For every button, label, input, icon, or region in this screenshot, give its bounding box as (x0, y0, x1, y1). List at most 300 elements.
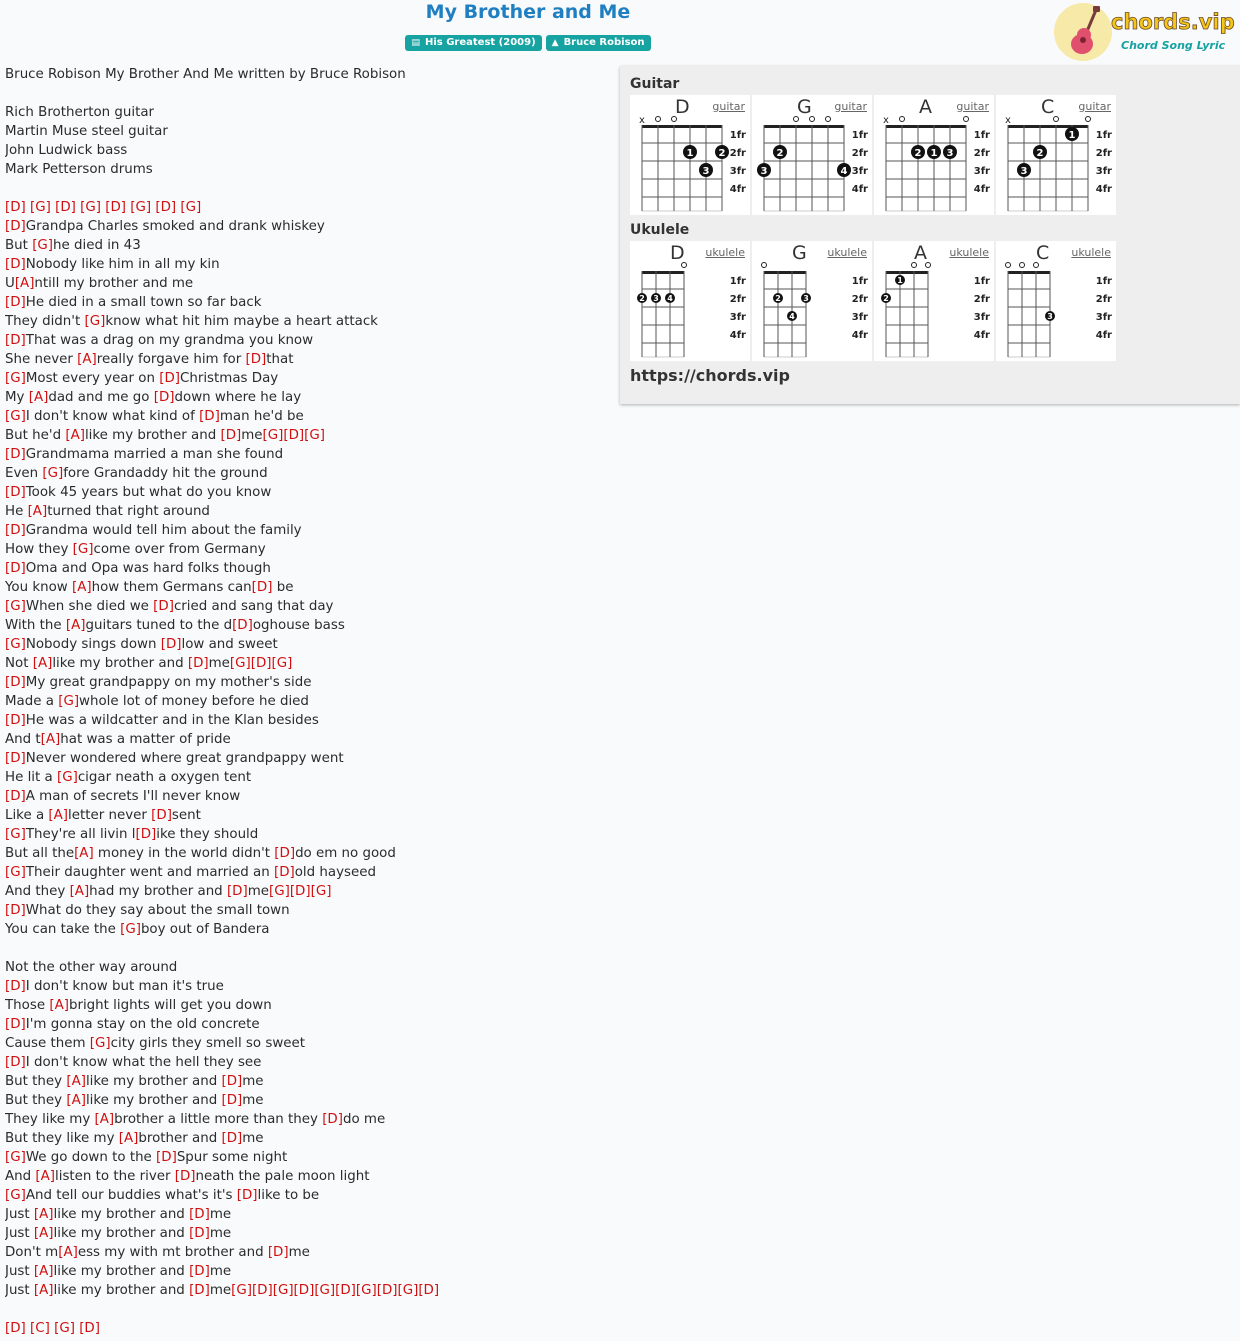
lyric-text: me (242, 1093, 264, 1108)
lyric-text: really forgave him for (96, 352, 246, 367)
lyric-line (5, 1319, 605, 1338)
chord-symbol[interactable]: [G] (397, 1283, 419, 1298)
lyric-text: Just (5, 1264, 34, 1279)
chord-symbol[interactable]: [D] (156, 1150, 177, 1165)
chord-symbol[interactable]: [G] (5, 1150, 26, 1165)
chord-symbol[interactable]: [A] (33, 1226, 54, 1241)
lyric-text: You know (5, 580, 72, 595)
svg-text:2: 2 (883, 294, 889, 303)
chord-symbol[interactable]: [A] (74, 846, 94, 861)
chord-symbol[interactable]: [D] (5, 561, 26, 576)
chord-diagram (630, 241, 750, 361)
lyric-text: letter never (68, 808, 152, 823)
chord-symbol[interactable]: [A] (28, 390, 49, 405)
lyric-line (5, 806, 605, 825)
chord-symbol[interactable]: [D] (5, 979, 26, 994)
lyric-text: What do they say about the small town (25, 903, 290, 918)
chord-symbol[interactable]: [D] (232, 618, 253, 633)
lyric-line (5, 901, 605, 920)
lyric-text: like to be (257, 1188, 320, 1203)
chord-symbol[interactable]: [G] (231, 1283, 252, 1298)
site-logo[interactable] (1053, 2, 1238, 62)
chord-symbol[interactable]: [A] (48, 808, 69, 823)
lyric-line (5, 1034, 605, 1053)
ukulele-chord-A[interactable] (874, 241, 994, 361)
fret-label: 2fr (851, 148, 868, 159)
lyric-text: Martin Muse steel guitar (5, 124, 168, 139)
chord-symbol[interactable]: [A] (33, 1264, 54, 1279)
fret-label: 1fr (973, 130, 990, 141)
chord-symbol[interactable]: [D] (151, 808, 172, 823)
lyric-text: like my brother and (84, 428, 221, 443)
chord-symbol[interactable]: [A] (66, 1093, 86, 1108)
chord-symbol[interactable]: [D] (79, 1321, 100, 1336)
chord-symbol[interactable]: [A] (69, 884, 90, 899)
lyric-text: me (209, 1264, 232, 1279)
chord-diagram (874, 241, 994, 361)
lyric-text: oghouse bass (252, 618, 345, 633)
lyric-text: boy out of Bandera (140, 922, 270, 937)
lyric-text: me (288, 1245, 310, 1260)
lyric-text: He lit a (5, 770, 57, 785)
chord-symbol[interactable]: [D] (5, 713, 26, 728)
chord-symbol[interactable]: [D] (293, 1283, 315, 1298)
chord-symbol[interactable]: [A] (66, 1074, 86, 1089)
lyric-line (5, 1053, 605, 1072)
lyric-text: We go down to the (25, 1150, 157, 1165)
fret-label: 3fr (729, 166, 746, 177)
instrument-link[interactable]: ukulele (705, 246, 745, 259)
lyric-line (5, 787, 605, 806)
finger-dot (881, 293, 891, 303)
chord-symbol[interactable]: [G] (120, 922, 141, 937)
ukulele-chord-D[interactable] (630, 241, 750, 361)
badge-label: Bruce Robison (563, 37, 645, 48)
lyric-text: My (5, 390, 29, 405)
lyric-line (5, 1091, 605, 1110)
lyric-text: Bruce Robison My Brother And Me written by Bruce Robison (5, 67, 406, 82)
lyric-line (5, 1186, 605, 1205)
lyric-line (5, 502, 605, 521)
lyric-line (5, 426, 605, 445)
lyric-line (5, 673, 605, 692)
lyric-text: And t (5, 732, 41, 747)
instrument-link[interactable]: guitar (834, 100, 867, 113)
chord-symbol[interactable]: [G] (58, 694, 80, 709)
chord-symbol[interactable]: [D] (160, 637, 182, 652)
chord-symbol[interactable]: [D] (418, 1283, 440, 1298)
lyric-text: Took 45 years but what do you know (25, 485, 272, 500)
chord-symbol[interactable]: [D] (189, 1283, 210, 1298)
chord-symbol[interactable]: [G] (89, 1036, 111, 1051)
chord-symbol[interactable]: [G] (5, 599, 26, 614)
chord-symbol[interactable]: [G] (42, 466, 64, 481)
finger-dot (715, 145, 729, 159)
chord-symbol[interactable]: [G] (272, 1283, 294, 1298)
lyric-text: Christmas Day (179, 371, 279, 386)
chord-symbol[interactable]: [D] (5, 1321, 26, 1336)
lyric-line (5, 996, 605, 1015)
chord-symbol[interactable]: [D] (155, 200, 177, 215)
lyric-text: Nobody like him in all my kin (25, 257, 220, 272)
lyric-line (5, 711, 605, 730)
chord-symbol[interactable]: [D] (199, 409, 220, 424)
chord-symbol[interactable]: [D] (273, 865, 295, 880)
chord-symbol[interactable]: [D] (5, 1017, 26, 1032)
svg-text:1: 1 (930, 148, 938, 159)
chord-symbol[interactable]: [D] (189, 1264, 210, 1279)
guitar-logo-icon (1053, 2, 1238, 62)
lyric-text: But (5, 238, 33, 253)
lyric-text: Like a (5, 808, 49, 823)
instrument-link[interactable]: ukulele (949, 246, 989, 259)
lyric-text: But they (5, 1074, 67, 1089)
lyric-text: man he'd be (219, 409, 304, 424)
finger-dot (651, 293, 661, 303)
chord-symbol[interactable]: [D] (221, 1131, 243, 1146)
svg-text:1: 1 (897, 276, 903, 285)
lyric-line (5, 863, 605, 882)
chord-symbol[interactable]: [G] (84, 314, 106, 329)
lyric-text: Oma and Opa was hard folks though (25, 561, 271, 576)
lyric-line (5, 1015, 605, 1034)
open-string-marker (656, 117, 661, 122)
svg-text:2: 2 (776, 148, 784, 159)
chord-symbol[interactable]: [D] (189, 1226, 210, 1241)
chord-symbol[interactable]: [D] (245, 352, 267, 367)
chord-symbol[interactable]: [A] (14, 276, 35, 291)
lyric-text: brother and (138, 1131, 222, 1146)
chord-symbol[interactable]: [D] (220, 428, 242, 443)
lyric-text: But he'd (5, 428, 66, 443)
chord-symbol[interactable]: [G] (180, 200, 202, 215)
lyric-text: Cause them (5, 1036, 90, 1051)
page-title: My Brother and Me (425, 1, 631, 23)
lyric-text: John Ludwick bass (5, 143, 128, 158)
chord-symbol[interactable]: [D] (335, 1283, 356, 1298)
fret-label: 4fr (851, 330, 868, 341)
lyric-text: Not the other way around (5, 960, 178, 975)
lyric-text: cigar neath a oxygen tent (77, 770, 252, 785)
lyric-text: fore Grandaddy hit the ground (63, 466, 268, 481)
finger-dot (699, 163, 713, 177)
lyric-line (5, 635, 605, 654)
finger-dot (773, 293, 783, 303)
lyric-text: like my brother and (53, 1207, 190, 1222)
chord-symbol[interactable]: [A] (94, 1112, 115, 1127)
chord-symbol[interactable]: [D] (283, 428, 305, 443)
lyric-line (5, 407, 605, 426)
chord-symbol[interactable]: [G] (32, 238, 54, 253)
lyric-text: When she died we (25, 599, 154, 614)
chord-symbol[interactable]: [G] (262, 428, 284, 443)
finger-dot (911, 145, 925, 159)
lyric-text: me (209, 1283, 232, 1298)
lyric-text: hat was a matter of pride (60, 732, 231, 747)
chord-symbol[interactable]: [G] (5, 827, 26, 842)
chord-symbol[interactable]: [D] (5, 751, 26, 766)
lyric-line (5, 369, 605, 388)
lyric-text: had my brother and (89, 884, 227, 899)
finger-dot (801, 293, 811, 303)
lyric-line (5, 141, 605, 160)
badge-1[interactable] (546, 35, 651, 51)
chord-symbol[interactable]: [D] (5, 523, 26, 538)
fret-label: 2fr (973, 148, 990, 159)
chord-symbol[interactable]: [D] (274, 846, 296, 861)
instrument-link[interactable]: ukulele (1071, 246, 1111, 259)
lyric-text: do em no good (295, 846, 396, 861)
chord-symbol[interactable]: [D] (250, 656, 272, 671)
chord-symbol[interactable]: [D] (55, 200, 76, 215)
svg-text:4: 4 (840, 166, 848, 177)
open-string-marker (1086, 117, 1091, 122)
chord-symbol[interactable]: [D] (153, 390, 175, 405)
lyric-text: They're all livin l (25, 827, 136, 842)
chord-symbol[interactable]: [D] (251, 580, 273, 595)
chord-symbol[interactable]: [D] (5, 1055, 26, 1070)
chord-symbol[interactable]: [G] (5, 409, 26, 424)
chord-symbol[interactable]: [D] (251, 1283, 273, 1298)
chord-symbol[interactable]: [D] (289, 884, 311, 899)
lyric-text: me (242, 1074, 264, 1089)
lyric-line (5, 844, 605, 863)
chord-symbol[interactable]: [G] (269, 884, 290, 899)
lyric-text: He was a wildcatter and in the Klan besides (25, 713, 319, 728)
svg-text:1: 1 (686, 148, 694, 159)
ukulele-section-label: Ukulele (630, 222, 690, 238)
chord-symbol[interactable]: [D] (267, 1245, 289, 1260)
lyric-line (5, 1072, 605, 1091)
chord-symbol[interactable]: [G] (229, 656, 251, 671)
book-icon: ▤ (411, 38, 420, 48)
fret-label: 4fr (729, 184, 746, 195)
fret-label: 4fr (1095, 330, 1112, 341)
chord-symbol[interactable]: [G] (304, 428, 325, 443)
instrument-link[interactable]: guitar (956, 100, 989, 113)
chord-name: A (914, 242, 927, 264)
badge-0[interactable] (405, 35, 541, 51)
chord-symbol[interactable]: [D] (5, 789, 26, 804)
chord-symbol[interactable]: [D] (5, 257, 26, 272)
chord-symbol[interactable]: [D] (159, 371, 180, 386)
chord-symbol[interactable]: [G] (271, 656, 293, 671)
lyric-text: like my brother and (85, 1074, 222, 1089)
chord-symbol[interactable]: [D] (187, 656, 209, 671)
chord-symbol[interactable]: [D] (5, 447, 26, 462)
lyric-text: like my brother and (52, 656, 188, 671)
chord-symbol[interactable]: [G] (310, 884, 332, 899)
chord-symbol[interactable]: [G] (56, 770, 78, 785)
chord-symbol[interactable]: [A] (40, 732, 61, 747)
chord-symbol[interactable]: [D] (5, 675, 26, 690)
chord-symbol[interactable]: [G] (5, 865, 26, 880)
lyric-text: Most every year on (25, 371, 160, 386)
chord-symbol[interactable]: [G] (355, 1283, 377, 1298)
lyric-text: I don't know what the hell they see (25, 1055, 262, 1070)
svg-text:3: 3 (1047, 312, 1053, 321)
guitar-section-label: Guitar (630, 76, 680, 92)
chord-symbol[interactable]: [G] (5, 371, 26, 386)
chord-symbol[interactable]: [D] (5, 219, 26, 234)
chord-symbol[interactable]: [A] (71, 580, 92, 595)
lyric-line (5, 768, 605, 787)
chord-symbol[interactable]: [G] (72, 542, 94, 557)
lyric-text: old hayseed (294, 865, 376, 880)
lyric-text: A man of secrets I'll never know (25, 789, 241, 804)
ukulele-chord-C[interactable] (996, 241, 1116, 361)
lyrics-sheet (5, 65, 605, 1338)
lyric-text: sent (171, 808, 201, 823)
lyric-text: You can take the (5, 922, 121, 937)
lyric-line (5, 730, 605, 749)
lyric-line (5, 616, 605, 635)
finger-dot (1017, 163, 1031, 177)
chord-symbol[interactable]: [C] (30, 1321, 50, 1336)
svg-text:3: 3 (803, 294, 809, 303)
guitar-chord-A[interactable] (874, 95, 994, 215)
lyric-text: Mark Petterson drums (5, 162, 153, 177)
lyric-text: My great grandpappy on my mother's side (25, 675, 312, 690)
chord-symbol[interactable]: [D] (174, 1169, 196, 1184)
lyric-text: Never wondered where great grandpappy went (25, 751, 344, 766)
chord-diagram (874, 95, 994, 215)
chord-symbol[interactable]: [A] (33, 1283, 54, 1298)
chord-symbol[interactable]: [G] (314, 1283, 336, 1298)
finger-dot (1045, 311, 1055, 321)
chord-symbol[interactable]: [A] (33, 1207, 54, 1222)
chord-symbol[interactable]: [D] (5, 200, 26, 215)
open-string-marker (826, 117, 831, 122)
chord-symbol[interactable]: [A] (27, 504, 48, 519)
chord-symbol[interactable]: [G] (5, 637, 26, 652)
fret-label: 3fr (1095, 312, 1112, 323)
svg-text:1: 1 (1068, 130, 1076, 141)
lyric-text: me (241, 428, 263, 443)
lyric-text: They didn't (5, 314, 85, 329)
lyric-line (5, 977, 605, 996)
chord-symbol[interactable]: [D] (135, 827, 157, 842)
lyric-line (5, 521, 605, 540)
chord-symbol[interactable]: [G] (130, 200, 152, 215)
chord-symbol[interactable]: [G] (54, 1321, 75, 1336)
lyric-line (5, 1205, 605, 1224)
chord-symbol[interactable]: [D] (322, 1112, 343, 1127)
svg-text:3: 3 (760, 166, 768, 177)
finger-dot (683, 145, 697, 159)
site-url-link[interactable]: https://chords.vip (630, 366, 790, 385)
chord-symbol[interactable]: [D] (5, 485, 26, 500)
chord-symbol[interactable]: [D] (5, 903, 26, 918)
chord-symbol[interactable]: [D] (221, 1093, 243, 1108)
chord-diagram (752, 241, 872, 361)
chord-symbol[interactable]: [D] (221, 1074, 243, 1089)
lyric-text: ike they should (156, 827, 259, 842)
chord-symbol[interactable]: [A] (32, 656, 53, 671)
fret-label: 3fr (851, 312, 868, 323)
ukulele-chord-G[interactable] (752, 241, 872, 361)
chord-symbol[interactable]: [D] (153, 599, 174, 614)
lyric-text: city girls they smell so sweet (110, 1036, 306, 1051)
chord-symbol[interactable]: [D] (105, 200, 127, 215)
chord-symbol[interactable]: [D] (226, 884, 248, 899)
finger-dot (1033, 145, 1047, 159)
chord-symbol[interactable]: [D] (189, 1207, 210, 1222)
fret-label: 4fr (973, 330, 990, 341)
chord-symbol[interactable]: [A] (65, 428, 85, 443)
lyric-text: whole lot of money before he died (79, 694, 309, 709)
chord-symbol[interactable]: [A] (118, 1131, 139, 1146)
lyric-line (5, 958, 605, 977)
lyric-text: How they (5, 542, 73, 557)
chord-symbol[interactable]: [D] (5, 333, 26, 348)
lyric-text: ntill my brother and me (34, 276, 194, 291)
lyric-text: Spur some night (176, 1150, 288, 1165)
guitar-chord-C[interactable] (996, 95, 1116, 215)
guitar-chord-G[interactable] (752, 95, 872, 215)
chord-name: D (670, 242, 685, 264)
instrument-link[interactable]: guitar (712, 100, 745, 113)
instrument-link[interactable]: guitar (1078, 100, 1111, 113)
chord-name: A (919, 96, 932, 118)
chord-symbol[interactable]: [G] (80, 200, 101, 215)
open-string-marker (1020, 263, 1025, 268)
guitar-chord-D[interactable] (630, 95, 750, 215)
lyric-text: turned that right around (47, 504, 210, 519)
chord-symbol[interactable]: [A] (35, 1169, 56, 1184)
chord-symbol[interactable]: [A] (58, 1245, 78, 1260)
lyric-text: And (5, 1169, 36, 1184)
lyric-text: I'm gonna stay on the old concrete (25, 1017, 260, 1032)
lyric-text: Even (5, 466, 43, 481)
fret-label: 4fr (973, 184, 990, 195)
lyric-text: guitars tuned to the d (85, 618, 233, 633)
chord-symbol[interactable]: [G] (30, 200, 51, 215)
lyric-line (5, 160, 605, 179)
lyric-text: money in the world didn't (93, 846, 275, 861)
chord-symbol[interactable]: [D] (376, 1283, 398, 1298)
open-string-marker (964, 117, 969, 122)
fret-label: 3fr (729, 312, 746, 323)
lyric-text: me (242, 1131, 264, 1146)
chord-symbol[interactable]: [G] (5, 1188, 26, 1203)
lyric-line (5, 464, 605, 483)
finger-dot (787, 311, 797, 321)
logo-text: chords.vip (1111, 10, 1235, 34)
lyric-text: Just (5, 1283, 34, 1298)
chord-symbol[interactable]: [D] (236, 1188, 258, 1203)
instrument-link[interactable]: ukulele (827, 246, 867, 259)
lyric-line (5, 331, 605, 350)
badge-row (0, 35, 1056, 51)
chord-symbol[interactable]: [D] (5, 295, 26, 310)
chord-symbol[interactable]: [A] (77, 352, 97, 367)
lyric-line (5, 179, 605, 198)
fret-label: 1fr (1095, 130, 1112, 141)
lyric-text: cried and sang that day (173, 599, 334, 614)
user-icon: ▲ (551, 38, 559, 48)
finger-dot (895, 275, 905, 285)
lyric-line (5, 692, 605, 711)
lyric-line (5, 882, 605, 901)
lyric-text: listen to the river (55, 1169, 175, 1184)
fret-label: 2fr (729, 294, 746, 305)
chord-symbol[interactable]: [A] (49, 998, 69, 1013)
lyric-text: ess my with mt brother and (77, 1245, 268, 1260)
chord-diagram (752, 95, 872, 215)
chord-symbol[interactable]: [A] (65, 618, 86, 633)
lyric-line (5, 255, 605, 274)
